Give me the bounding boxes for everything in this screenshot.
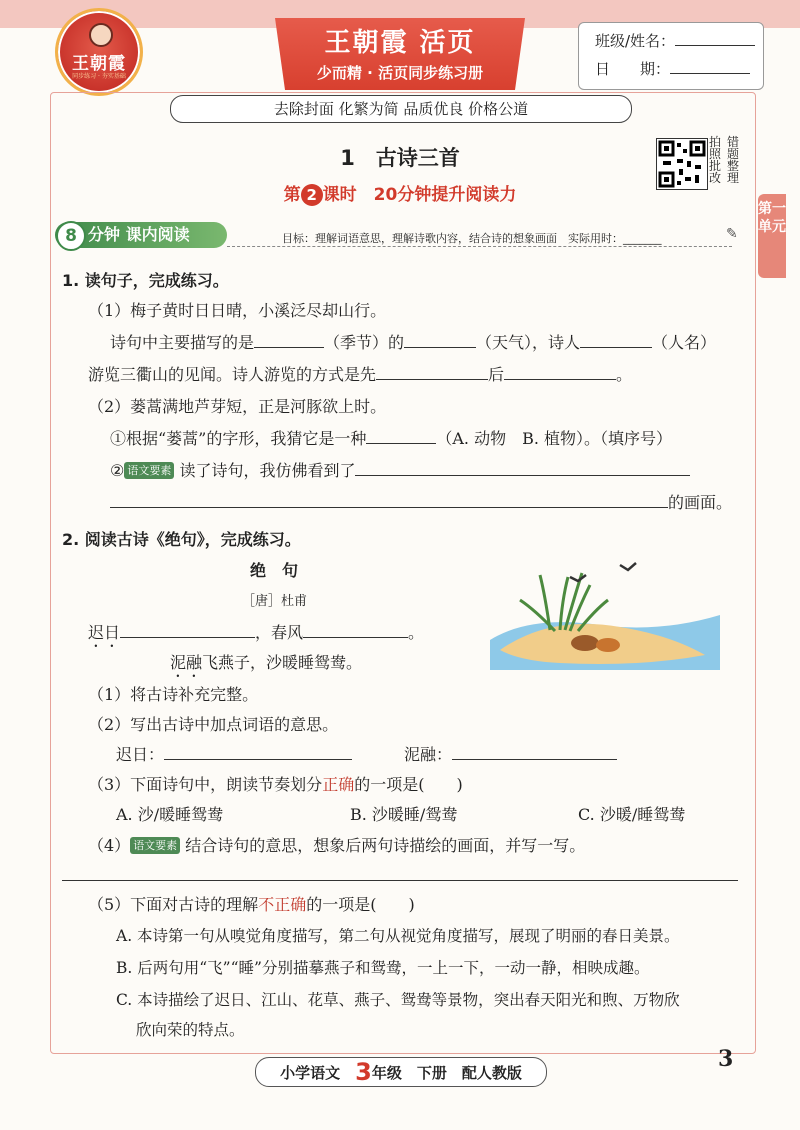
poem-text: 迟日 [88, 623, 121, 642]
answer-blank-poet[interactable] [580, 347, 652, 348]
q2-sub3 [88, 772, 463, 795]
q1-text: ② [110, 461, 125, 480]
q2-text: （3）下面诗句中，朗读节奏划分 [88, 775, 323, 794]
q2-text: （4） [88, 836, 131, 855]
q2-sub1: （1）将古诗补充完整。 [88, 685, 259, 704]
answer-blank-season[interactable] [254, 347, 324, 348]
logo-text: 王朝霞 [72, 54, 126, 74]
q1-part1-text: （1）梅子黄时日日晴，小溪泛尽却山行。 [88, 301, 387, 320]
section-goal: 目标：理解词语意思，理解诗歌内容，结合诗的想象画面 实际用时：_______ [282, 232, 662, 245]
q2-sub2: （2）写出古诗中加点词语的意思。 [88, 715, 339, 734]
q2-sub5 [88, 892, 415, 915]
lesson-title: 1 古诗三首 [340, 146, 460, 170]
question-2-title: 2. 阅读古诗《绝句》，完成练习。 [62, 530, 301, 549]
q2-sub3-option-a[interactable]: A. 沙/暖睡鸳鸯 [116, 805, 224, 824]
poem-text: 。 [408, 623, 425, 642]
q1-part2-sub2 [110, 458, 690, 481]
section-label: 分钟 课内阅读 [88, 225, 190, 244]
poem-line-2 [170, 650, 362, 681]
q1-text: 的画面。 [668, 493, 733, 512]
chinese-element-badge: 语文要素 [124, 462, 174, 479]
q1-text: 。 [616, 365, 633, 384]
qr-hint-char: 改 [708, 171, 721, 185]
q1-text: （季节）的 [324, 333, 405, 352]
q1-part2-text: （2）蒌蒿满地芦芽短，正是河豚欲上时。 [88, 397, 387, 416]
qr-hint-char: 理 [726, 171, 739, 185]
answer-line-write[interactable] [62, 880, 738, 881]
q1-text: 游览三衢山的见闻。诗人游览的方式是先 [88, 365, 377, 384]
answer-blank-weather[interactable] [404, 347, 476, 348]
footer-edition: 年级 下册 配人教版 [371, 1064, 522, 1082]
date-label: 日 期： [595, 60, 671, 78]
poem-illustration [490, 555, 720, 670]
qr-hint-char: 批 [708, 159, 721, 173]
answer-blank-nirong[interactable] [452, 759, 617, 760]
answer-blank-chiri[interactable] [164, 759, 352, 760]
class-name-field[interactable] [595, 30, 755, 51]
slogan-banner: 去除封面 化繁为简 品质优良 价格公道 [170, 95, 632, 123]
q2-text: 的一项是( ) [306, 895, 415, 914]
class-name-label: 班级/姓名： [595, 32, 676, 50]
q1-part1-line2 [88, 362, 632, 385]
q1-text: （A. 动物 B. 植物）。（填序号） [436, 429, 673, 448]
answer-blank-then[interactable] [504, 379, 616, 380]
poem-text: 飞燕子，沙暖睡鸳鸯。 [202, 653, 363, 672]
q2-text: 泥融： [404, 745, 453, 764]
q1-text: （天气），诗人 [476, 333, 581, 352]
answer-blank-first[interactable] [376, 379, 488, 380]
q2-text: （5）下面对古诗的理解 [88, 895, 259, 914]
q1-part1-line1 [110, 330, 716, 353]
poem-text: 泥融 [170, 653, 203, 672]
lesson-period [0, 180, 800, 206]
answer-blank-imagine-2[interactable] [110, 507, 668, 508]
class-name-blank[interactable] [675, 45, 755, 46]
footer-subject: 小学语文 [280, 1064, 341, 1082]
poem-line-1 [88, 620, 424, 651]
poem-text: ，春风 [255, 623, 304, 642]
q2-text: 的一项是( ) [354, 775, 463, 794]
period-prefix: 第 [283, 185, 301, 205]
period-number-badge: 2 [301, 184, 323, 206]
period-suffix: 课时 20分钟提升阅读力 [322, 185, 517, 205]
q2-text: 迟日： [116, 745, 165, 764]
q2-emphasis: 正确 [322, 775, 355, 794]
qr-hint-char: 题 [726, 147, 739, 161]
footer-grade-number: 3 [355, 1058, 372, 1086]
q1-text: 后 [488, 365, 505, 384]
q1-text: 读了诗句，我仿佛看到了 [179, 461, 356, 480]
logo-portrait-icon [89, 23, 113, 47]
brand-subtitle: 少而精 · 活页同步练习册 [316, 64, 484, 82]
qr-hint-char: 错 [726, 135, 739, 149]
q2-emphasis: 不正确 [258, 895, 307, 914]
q2-sub5-option-a[interactable]: A. 本诗第一句从嗅觉角度描写，第二句从视觉角度描写，展现了明丽的春日美景。 [116, 927, 680, 945]
date-field[interactable] [595, 58, 750, 79]
q2-sub5-option-c-cont: 欣向荣的特点。 [136, 1021, 245, 1039]
q1-part2-sub2-line2 [110, 490, 732, 513]
brand-title: 王朝霞 活页 [324, 28, 476, 58]
q1-text: ①根据“蒌蒿”的字形，我猜它是一种 [110, 429, 367, 448]
q1-part2-sub1 [110, 426, 672, 449]
answer-blank-category[interactable] [366, 443, 436, 444]
chinese-element-badge: 语文要素 [130, 837, 180, 854]
q2-sub3-option-b[interactable]: B. 沙暖睡/鸳鸯 [350, 805, 458, 824]
q2-sub5-option-b[interactable]: B. 后两句用“飞”“睡”分别描摹燕子和鸳鸯，一上一下，一动一静，相映成趣。 [116, 959, 650, 977]
page-number: 3 [718, 1046, 734, 1072]
logo-subtext: 同步练习 · 夯实基础 [72, 73, 126, 80]
answer-blank-poem-2[interactable] [303, 637, 408, 638]
answer-blank-imagine-1[interactable] [355, 475, 690, 476]
qr-hint-char: 整 [726, 159, 739, 173]
footer-badge [255, 1057, 547, 1087]
q2-sub3-option-c[interactable]: C. 沙暖/睡鸳鸯 [578, 805, 686, 824]
q2-sub5-option-c[interactable]: C. 本诗描绘了迟日、江山、花草、燕子、鸳鸯等景物，突出春天阳光和煦、万物欣 [116, 991, 680, 1009]
brand-logo [55, 8, 143, 96]
poem-title: 绝 句 [250, 561, 299, 580]
answer-blank-poem-1[interactable] [120, 637, 255, 638]
section-divider [227, 246, 732, 247]
question-1-title: 1. 读句子，完成练习。 [62, 271, 229, 290]
q2-sub4 [88, 833, 585, 856]
pencil-icon: ✎ [726, 226, 738, 242]
date-blank[interactable] [670, 73, 750, 74]
q1-text: （人名） [652, 333, 717, 352]
poem-author: ［唐］杜甫 [242, 594, 308, 609]
qr-hint-char: 照 [708, 147, 721, 161]
unit-side-tab: 第一单元 [758, 194, 786, 278]
q2-text: 结合诗句的意思，想象后两句诗描绘的画面，并写一写。 [185, 836, 586, 855]
qr-hint-char: 拍 [708, 135, 721, 149]
q2-sub2-answers [116, 742, 617, 765]
q1-text: 诗句中主要描写的是 [110, 333, 255, 352]
section-minutes-badge: 8 [56, 221, 86, 251]
